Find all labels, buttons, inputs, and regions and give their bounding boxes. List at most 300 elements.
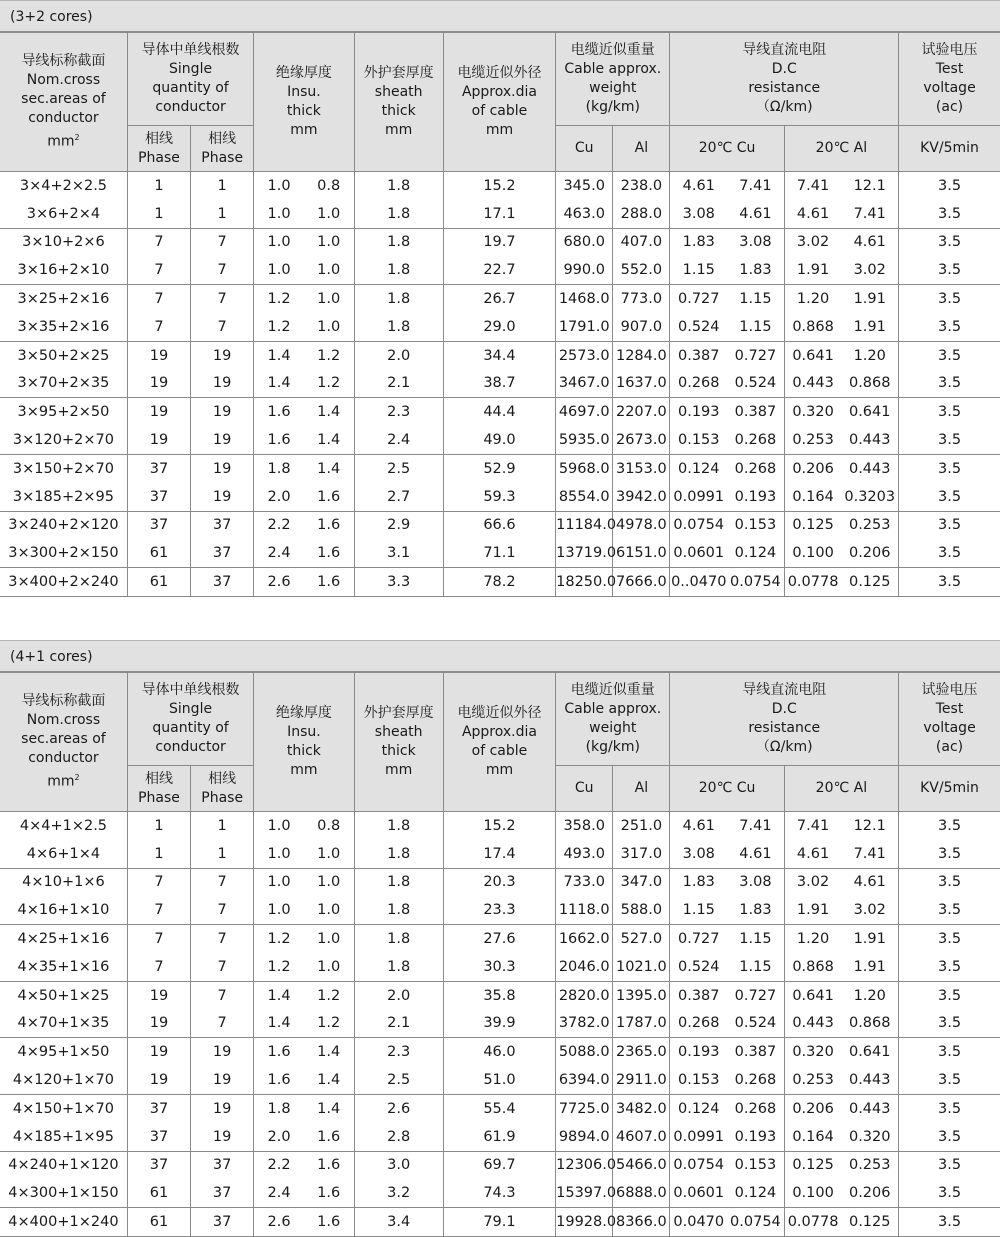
table-cell: 907.0 bbox=[613, 313, 670, 341]
table-title: (4+1 cores) bbox=[0, 640, 1000, 672]
table-cell: 0.443 bbox=[784, 370, 841, 398]
table-cell: 1021.0 bbox=[613, 953, 670, 981]
table-cell: 66.6 bbox=[443, 511, 555, 539]
table-cell: 17.4 bbox=[443, 840, 555, 868]
table-cell: 19 bbox=[127, 1038, 190, 1066]
table-cell: 347.0 bbox=[613, 868, 670, 896]
table-cell: 22.7 bbox=[443, 256, 555, 284]
table-cell: 3.02 bbox=[784, 868, 841, 896]
table-cell: 3.5 bbox=[899, 483, 1000, 511]
table-section-3plus2 bbox=[0, 0, 1000, 597]
table-cell: 1.91 bbox=[841, 285, 898, 313]
table-cell: 0.125 bbox=[841, 1208, 898, 1237]
table-cell: 3.1 bbox=[354, 539, 443, 567]
table-cell: 2911.0 bbox=[613, 1066, 670, 1094]
table-cell: 1395.0 bbox=[613, 981, 670, 1009]
table-cell: 1.8 bbox=[254, 1094, 304, 1122]
table-cell: 1 bbox=[127, 812, 190, 840]
table-cell: 2.4 bbox=[254, 539, 304, 567]
header-nominal-section: 导线标称截面 Nom.cross sec.areas of conductor $mm^2$ bbox=[0, 673, 127, 812]
table-cell: 1284.0 bbox=[613, 341, 670, 369]
table-cell: 0.3203 bbox=[844, 488, 896, 505]
table-cell: 51.0 bbox=[443, 1066, 555, 1094]
table-cell: 0.268 bbox=[670, 370, 727, 398]
table-row bbox=[0, 398, 1000, 426]
table-row bbox=[0, 341, 1000, 369]
table-cell: 3482.0 bbox=[613, 1094, 670, 1122]
header-phase: 相线 Phase bbox=[127, 126, 190, 172]
table-cell: 1.0 bbox=[317, 845, 341, 862]
table-cell: 1.15 bbox=[670, 256, 727, 284]
table-cell: 3.5 bbox=[899, 1094, 1000, 1122]
table-cell: 4×400+1×240 bbox=[0, 1208, 127, 1237]
table-cell: 20.3 bbox=[443, 868, 555, 896]
table-cell: 23.3 bbox=[443, 896, 555, 924]
table-cell: 2046.0 bbox=[556, 953, 613, 981]
table-cell: 1.4 bbox=[304, 454, 354, 482]
table-cell: 37 bbox=[191, 1179, 254, 1207]
table-cell: 0.524 bbox=[734, 1015, 777, 1032]
table-cell: 0.8 bbox=[304, 812, 354, 840]
table-cell: 0.268 bbox=[734, 432, 777, 449]
table-cell: 3.08 bbox=[727, 228, 784, 256]
table-cell: 0.641 bbox=[841, 398, 898, 426]
table-cell: 7 bbox=[191, 313, 254, 341]
header-dc-resistance: 导线直流电阻 D.C resistance （Ω/km) bbox=[670, 673, 899, 766]
table-cell: 3×95+2×50 bbox=[0, 398, 127, 426]
header-single-quantity: 导体中单线根数 Single quantity of conductor bbox=[127, 33, 253, 126]
table-cell: 78.2 bbox=[443, 568, 555, 597]
spec-table bbox=[0, 672, 1000, 1237]
header-weight-al: Al bbox=[613, 126, 670, 172]
table-cell: 19 bbox=[127, 398, 190, 426]
table-cell: 30.3 bbox=[443, 953, 555, 981]
header-test-unit: KV/5min bbox=[899, 766, 1000, 812]
table-cell: 4.61 bbox=[841, 868, 898, 896]
header-test-unit: KV/5min bbox=[899, 126, 1000, 172]
table-cell: 2.5 bbox=[354, 1066, 443, 1094]
table-cell: 1791.0 bbox=[556, 313, 613, 341]
table-cell: 61 bbox=[127, 568, 190, 597]
table-cell: 1.4 bbox=[317, 1072, 341, 1089]
table-cell: 0.206 bbox=[784, 454, 841, 482]
table-cell: 1.6 bbox=[317, 488, 341, 505]
table-cell: 0.727 bbox=[727, 341, 784, 369]
table-cell: 3.5 bbox=[899, 454, 1000, 482]
table-cell: 552.0 bbox=[613, 256, 670, 284]
table-cell: 49.0 bbox=[443, 426, 555, 454]
table-row bbox=[0, 539, 1000, 567]
table-cell: 4.61 bbox=[841, 228, 898, 256]
table-cell: 1.6 bbox=[317, 1128, 341, 1145]
table-cell: 0.387 bbox=[670, 341, 727, 369]
table-cell: 13719.0 bbox=[556, 539, 613, 567]
table-cell: 19 bbox=[191, 454, 254, 482]
table-cell: 7 bbox=[191, 285, 254, 313]
table-row bbox=[0, 313, 1000, 341]
table-cell: 3.5 bbox=[899, 1066, 1000, 1094]
table-cell: 3×70+2×35 bbox=[17, 375, 110, 392]
table-cell: 3.5 bbox=[899, 313, 1000, 341]
table-cell: 2.1 bbox=[354, 1010, 443, 1038]
table-cell: 6394.0 bbox=[556, 1066, 613, 1094]
table-cell: 0.100 bbox=[784, 539, 841, 567]
table-row bbox=[0, 868, 1000, 896]
table-cell: 4×10+1×6 bbox=[0, 868, 127, 896]
table-cell: 0.443 bbox=[848, 432, 891, 449]
table-cell: 1.0 bbox=[317, 902, 341, 919]
table-cell: 1.15 bbox=[739, 318, 772, 335]
table-cell: 6151.0 bbox=[613, 539, 670, 567]
table-cell: 2207.0 bbox=[613, 398, 670, 426]
header-nominal-section: 导线标称截面 Nom.cross sec.areas of conductor $mm^2$ bbox=[0, 33, 127, 172]
table-cell: 0.443 bbox=[848, 1072, 891, 1089]
table-cell: 79.1 bbox=[443, 1208, 555, 1237]
table-cell: 7725.0 bbox=[556, 1094, 613, 1122]
table-cell: 1.4 bbox=[304, 398, 354, 426]
table-cell: 1 bbox=[191, 200, 254, 228]
table-cell: 1.6 bbox=[254, 398, 304, 426]
table-cell: 0.268 bbox=[734, 1072, 777, 1089]
table-title: (3+2 cores) bbox=[0, 0, 1000, 32]
table-cell: 1.8 bbox=[254, 454, 304, 482]
table-cell: 1.2 bbox=[254, 925, 304, 953]
table-cell: 0.124 bbox=[734, 545, 777, 562]
table-cell: 0.0601 bbox=[670, 539, 727, 567]
table-cell: 1.4 bbox=[304, 1038, 354, 1066]
header-test-voltage: 试验电压 Test voltage (ac) bbox=[899, 33, 1000, 126]
table-cell: 3.3 bbox=[354, 568, 443, 597]
table-cell: 7.41 bbox=[727, 172, 784, 200]
table-cell: 1.8 bbox=[354, 256, 443, 284]
table-cell: 4.61 bbox=[670, 172, 727, 200]
table-cell: 0.125 bbox=[784, 511, 841, 539]
table-cell: 2.0 bbox=[354, 341, 443, 369]
table-cell: 0.100 bbox=[784, 1179, 841, 1207]
table-cell: 5968.0 bbox=[556, 454, 613, 482]
table-cell: 2.2 bbox=[254, 511, 304, 539]
table-row bbox=[0, 953, 1000, 981]
table-cell: 1.4 bbox=[304, 1094, 354, 1122]
table-cell: 3.5 bbox=[899, 539, 1000, 567]
header-phase: 相线 Phase bbox=[191, 126, 254, 172]
table-cell: 3.02 bbox=[784, 228, 841, 256]
table-cell: 1.0 bbox=[304, 285, 354, 313]
table-cell: 3.5 bbox=[899, 896, 1000, 924]
table-cell: 4.61 bbox=[739, 205, 772, 222]
table-cell: 733.0 bbox=[556, 868, 613, 896]
table-cell: 0.443 bbox=[784, 1010, 841, 1038]
table-cell: 1.15 bbox=[739, 958, 772, 975]
table-cell: 773.0 bbox=[613, 285, 670, 313]
table-cell: 0.153 bbox=[727, 511, 784, 539]
table-cell: 1468.0 bbox=[556, 285, 613, 313]
table-cell: 3×25+2×16 bbox=[0, 285, 127, 313]
table-cell: 0.268 bbox=[670, 1010, 727, 1038]
table-cell: 74.3 bbox=[443, 1179, 555, 1207]
table-cell: 7 bbox=[191, 1010, 254, 1038]
table-cell: 29.0 bbox=[443, 313, 555, 341]
table-row bbox=[0, 370, 1000, 398]
table-cell: 1.91 bbox=[853, 958, 886, 975]
table-cell: 1.8 bbox=[354, 172, 443, 200]
table-cell: 0.0778 bbox=[784, 568, 841, 597]
table-cell: 1.0 bbox=[254, 200, 304, 228]
table-cell: 7 bbox=[127, 896, 190, 924]
table-cell: 0.206 bbox=[784, 1094, 841, 1122]
table-cell: 3.08 bbox=[670, 840, 727, 868]
table-row bbox=[0, 1010, 1000, 1038]
table-cell: 1 bbox=[191, 840, 254, 868]
table-cell: 1.83 bbox=[670, 228, 727, 256]
table-cell: 3×120+2×70 bbox=[12, 432, 114, 449]
table-cell: 0.206 bbox=[848, 1185, 891, 1202]
table-cell: 4×120+1×70 bbox=[12, 1072, 114, 1089]
table-cell: 3.5 bbox=[899, 228, 1000, 256]
table-cell: 61 bbox=[127, 1208, 190, 1237]
table-cell: 7.41 bbox=[727, 812, 784, 840]
table-cell: 0.868 bbox=[848, 1015, 891, 1032]
table-cell: 1.0 bbox=[254, 840, 304, 868]
table-cell: 0.868 bbox=[784, 313, 841, 341]
table-cell: 3.5 bbox=[899, 953, 1000, 981]
table-cell: 1.0 bbox=[254, 812, 304, 840]
table-cell: 4×240+1×120 bbox=[0, 1151, 127, 1179]
table-cell: 4.61 bbox=[784, 840, 841, 868]
table-cell: 69.7 bbox=[443, 1151, 555, 1179]
table-cell: 19 bbox=[191, 1038, 254, 1066]
table-cell: 71.1 bbox=[443, 539, 555, 567]
table-row bbox=[0, 568, 1000, 597]
table-row bbox=[0, 925, 1000, 953]
table-cell: 1.6 bbox=[254, 1038, 304, 1066]
table-cell: 7 bbox=[127, 228, 190, 256]
header-insulation-thickness: 绝缘厚度 Insu. thick mm bbox=[254, 33, 354, 172]
table-cell: 15.2 bbox=[443, 172, 555, 200]
table-cell: 0.868 bbox=[784, 953, 841, 981]
table-cell: 4978.0 bbox=[613, 511, 670, 539]
table-cell: 3.5 bbox=[899, 1179, 1000, 1207]
table-cell: 3.5 bbox=[899, 341, 1000, 369]
table-cell: 527.0 bbox=[613, 925, 670, 953]
table-cell: 2.4 bbox=[354, 426, 443, 454]
table-cell: 3.5 bbox=[899, 925, 1000, 953]
table-cell: 0.387 bbox=[670, 981, 727, 1009]
table-cell: 493.0 bbox=[556, 840, 613, 868]
table-cell: 1.6 bbox=[317, 545, 341, 562]
table-cell: 3×6+2×4 bbox=[26, 205, 101, 222]
table-cell: 19 bbox=[191, 1123, 254, 1151]
table-cell: 12306.0 bbox=[556, 1151, 613, 1179]
table-cell: 1 bbox=[191, 812, 254, 840]
table-cell: 4×35+1×16 bbox=[17, 958, 110, 975]
table-cell: 1 bbox=[127, 840, 190, 868]
table-cell: 4.61 bbox=[739, 845, 772, 862]
header-phase: 相线 Phase bbox=[127, 766, 190, 812]
table-cell: 12.1 bbox=[841, 812, 898, 840]
table-cell: 0.0470 bbox=[670, 1208, 727, 1237]
table-cell: 61.9 bbox=[443, 1123, 555, 1151]
table-cell: 358.0 bbox=[556, 812, 613, 840]
table-cell: 3.5 bbox=[899, 1038, 1000, 1066]
table-cell: 1787.0 bbox=[613, 1010, 670, 1038]
table-cell: 3.5 bbox=[899, 398, 1000, 426]
table-cell: 8554.0 bbox=[556, 483, 613, 511]
table-cell: 1.8 bbox=[354, 896, 443, 924]
table-cell: 1.0 bbox=[254, 228, 304, 256]
table-cell: 4×16+1×10 bbox=[17, 902, 110, 919]
table-cell: 37 bbox=[127, 1094, 190, 1122]
table-cell: 3×4+2×2.5 bbox=[0, 172, 127, 200]
table-cell: 52.9 bbox=[443, 454, 555, 482]
table-cell: 4×185+1×95 bbox=[12, 1128, 114, 1145]
table-cell: 0.153 bbox=[670, 1066, 727, 1094]
table-cell: 19928.0 bbox=[556, 1208, 613, 1237]
table-cell: 1.20 bbox=[841, 341, 898, 369]
table-cell: 0.727 bbox=[727, 981, 784, 1009]
table-cell: 19 bbox=[127, 1010, 190, 1038]
table-cell: 1.6 bbox=[304, 511, 354, 539]
table-cell: 1.6 bbox=[254, 426, 304, 454]
table-cell: 288.0 bbox=[613, 200, 670, 228]
table-cell: 1.83 bbox=[739, 902, 772, 919]
header-resistance-al: 20℃ Al bbox=[784, 766, 898, 812]
table-cell: 0.0754 bbox=[670, 1151, 727, 1179]
table-cell: 34.4 bbox=[443, 341, 555, 369]
table-cell: 37 bbox=[127, 511, 190, 539]
table-cell: 1 bbox=[127, 172, 190, 200]
table-cell: 3.5 bbox=[899, 812, 1000, 840]
table-cell: 1.8 bbox=[354, 953, 443, 981]
table-body bbox=[0, 812, 1000, 1237]
table-cell: 26.7 bbox=[443, 285, 555, 313]
table-cell: 1 bbox=[127, 200, 190, 228]
table-cell: 7.41 bbox=[853, 205, 886, 222]
table-cell: 7 bbox=[191, 953, 254, 981]
table-cell: 1.91 bbox=[784, 896, 841, 924]
table-cell: 2.0 bbox=[354, 981, 443, 1009]
table-cell: 27.6 bbox=[443, 925, 555, 953]
table-cell: 19 bbox=[127, 341, 190, 369]
table-cell: 2673.0 bbox=[613, 426, 670, 454]
table-cell: 3.5 bbox=[899, 981, 1000, 1009]
table-cell: 2.5 bbox=[354, 454, 443, 482]
header-resistance-cu: 20℃ Cu bbox=[670, 126, 784, 172]
table-cell: 2820.0 bbox=[556, 981, 613, 1009]
table-row bbox=[0, 511, 1000, 539]
table-cell: 1.2 bbox=[254, 953, 304, 981]
table-cell: 0.193 bbox=[670, 1038, 727, 1066]
table-cell: 15.2 bbox=[443, 812, 555, 840]
table-cell: 0.320 bbox=[848, 1128, 891, 1145]
table-cell: 8366.0 bbox=[613, 1208, 670, 1237]
table-cell: 2.3 bbox=[354, 398, 443, 426]
table-cell: 2.6 bbox=[254, 1208, 304, 1237]
table-cell: 2.3 bbox=[354, 1038, 443, 1066]
table-cell: 5935.0 bbox=[556, 426, 613, 454]
table-cell: 7 bbox=[127, 313, 190, 341]
spec-table bbox=[0, 32, 1000, 597]
table-cell: 19 bbox=[191, 1094, 254, 1122]
table-cell: 46.0 bbox=[443, 1038, 555, 1066]
table-cell: 2.1 bbox=[354, 370, 443, 398]
table-row bbox=[0, 812, 1000, 840]
table-cell: 7.41 bbox=[784, 812, 841, 840]
table-cell: 2365.0 bbox=[613, 1038, 670, 1066]
table-cell: 7 bbox=[191, 868, 254, 896]
table-cell: 7 bbox=[127, 925, 190, 953]
table-cell: 1.15 bbox=[670, 896, 727, 924]
table-cell: 1.0 bbox=[317, 205, 341, 222]
table-cell: 1.6 bbox=[304, 1151, 354, 1179]
table-row bbox=[0, 981, 1000, 1009]
table-cell: 0.641 bbox=[841, 1038, 898, 1066]
table-cell: 0.124 bbox=[734, 1185, 777, 1202]
table-cell: 0.268 bbox=[727, 1094, 784, 1122]
table-cell: 1.8 bbox=[354, 925, 443, 953]
table-cell: 4697.0 bbox=[556, 398, 613, 426]
table-cell: 0.164 bbox=[784, 1123, 841, 1151]
table-cell: 1.91 bbox=[841, 925, 898, 953]
header-approx-weight: 电缆近似重量 Cable approx. weight (kg/km) bbox=[556, 33, 670, 126]
table-cell: 2.9 bbox=[354, 511, 443, 539]
table-cell: 3×50+2×25 bbox=[0, 341, 127, 369]
table-cell: 0.443 bbox=[841, 454, 898, 482]
table-cell: 0.268 bbox=[727, 454, 784, 482]
table-cell: 1.0 bbox=[304, 868, 354, 896]
table-cell: 1.83 bbox=[739, 262, 772, 279]
table-section-4plus1 bbox=[0, 640, 1000, 1237]
table-cell: 407.0 bbox=[613, 228, 670, 256]
table-cell: 1 bbox=[191, 172, 254, 200]
table-cell: 3×300+2×150 bbox=[8, 545, 119, 562]
table-cell: 1.8 bbox=[354, 812, 443, 840]
table-cell: 19 bbox=[191, 398, 254, 426]
table-cell: 3.5 bbox=[899, 568, 1000, 597]
table-cell: 1.8 bbox=[354, 313, 443, 341]
table-cell: 19 bbox=[127, 426, 190, 454]
header-phase: 相线 Phase bbox=[191, 766, 254, 812]
table-cell: 2.2 bbox=[254, 1151, 304, 1179]
table-cell: 1.8 bbox=[354, 200, 443, 228]
table-cell: 1662.0 bbox=[556, 925, 613, 953]
table-cell: 3.5 bbox=[899, 840, 1000, 868]
table-cell: 7 bbox=[191, 925, 254, 953]
table-cell: 0.193 bbox=[734, 1128, 777, 1145]
table-cell: 1.0 bbox=[254, 896, 304, 924]
table-cell: 1.2 bbox=[254, 285, 304, 313]
table-cell: 1.0 bbox=[317, 318, 341, 335]
table-cell: 1.0 bbox=[304, 925, 354, 953]
table-cell: 3.5 bbox=[899, 868, 1000, 896]
table-cell: 463.0 bbox=[556, 200, 613, 228]
table-cell: 3.5 bbox=[899, 285, 1000, 313]
table-cell: 1.4 bbox=[254, 1010, 304, 1038]
table-cell: 0.0754 bbox=[727, 568, 784, 597]
table-cell: 0.0601 bbox=[670, 1179, 727, 1207]
table-cell: 3.08 bbox=[670, 200, 727, 228]
table-cell: 588.0 bbox=[613, 896, 670, 924]
table-cell: 44.4 bbox=[443, 398, 555, 426]
table-cell: 0.253 bbox=[784, 1066, 841, 1094]
table-cell: 1.20 bbox=[784, 925, 841, 953]
table-cell: 3942.0 bbox=[613, 483, 670, 511]
table-cell: 4.61 bbox=[670, 812, 727, 840]
table-row bbox=[0, 256, 1000, 284]
table-cell: 1.0 bbox=[317, 262, 341, 279]
table-cell: 0.641 bbox=[784, 341, 841, 369]
table-cell: 5466.0 bbox=[613, 1151, 670, 1179]
